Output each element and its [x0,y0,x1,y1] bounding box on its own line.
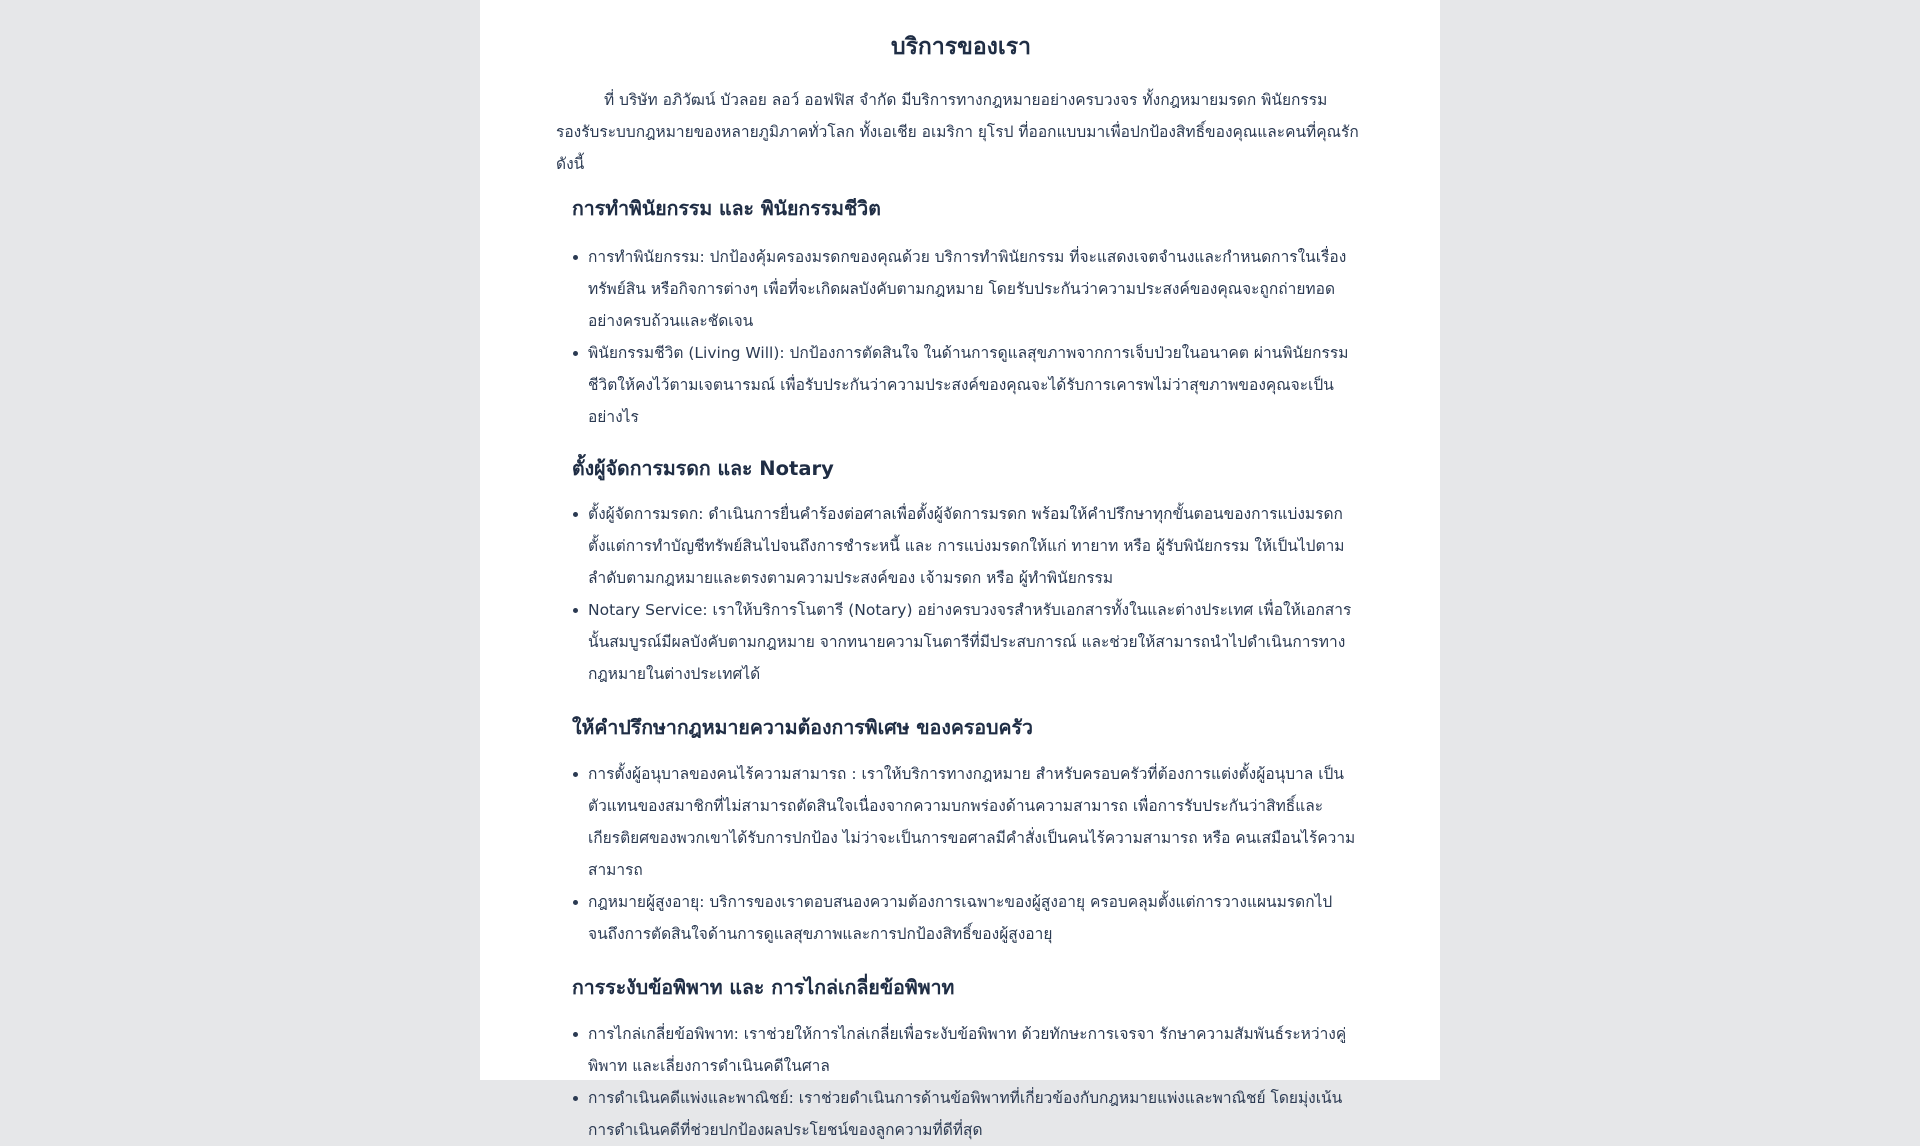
section-list-wills [556,241,1366,433]
list-item: การทำพินัยกรรม: ปกป้องคุ้มครองมรดกของคุณด้วย บริการทำพินัยกรรม ที่จะแสดงเจตจำนงและกำหนดการในเรื่องทรัพย์สิน หรือกิจการต่างๆ เพื่อที่จะเกิดผลบังคับตามกฎหมาย โดยรับประกันว่าความประสงค์ของคุณจะถูกถ่ายทอดอย่างครบถ้วนและชัดเจน [588,241,1366,337]
section-heading-family: ให้คำปรึกษากฎหมายความต้องการพิเศษ ของครอบครัว [572,716,1033,739]
section-list-family [556,758,1366,950]
document-content [556,0,1366,1146]
list-item: Notary Service: เราให้บริการโนตารี (Notary) อย่างครบวงจรสำหรับเอกสารทั้งในและต่างประเทศ เพื่อให้เอกสารนั้นสมบูรณ์มีผลบังคับตามกฎหมาย จากทนายความโนตารีที่มีประสบการณ์ และช่วยให้สามารถนำไปดำเนินการทางกฎหมายในต่างประเทศได้ [588,594,1366,690]
intro-paragraph: ที่ บริษัท อภิวัฒน์ บัวลอย ลอว์ ออฟฟิส จำกัด มีบริการทางกฎหมายอย่างครบวงจร ทั้งกฎหมายมรดก พินัยกรรม รองรับระบบกฎหมายของหลายภูมิภาคทั่วโลก ทั้งเอเชีย อเมริกา ยุโรป ที่ออกแบบมาเพื่อปกป้องสิทธิ์ของคุณและคนที่คุณรักดังนี้ [556,91,1359,173]
document-page [480,0,1440,1139]
list-item: การตั้งผู้อนุบาลของคนไร้ความสามารถ : เราให้บริการทางกฎหมาย สำหรับครอบครัวที่ต้องการแต่งตั้งผู้อนุบาล เป็นตัวแทนของสมาชิกที่ไม่สามารถตัดสินใจเนื่องจากความบกพร่องด้านความสามารถ เพื่อการรับประกันว่าสิทธิ์และเกียรติยศของพวกเขาได้รับการปกป้อง ไม่ว่าจะเป็นการขอศาลมีคำสั่งเป็นคนไร้ความสามารถ หรือ คนเสมือนไร้ความสามารถ [588,758,1366,886]
list-item: กฎหมายผู้สูงอายุ: บริการของเราตอบสนองความต้องการเฉพาะของผู้สูงอายุ ครอบคลุมตั้งแต่การวางแผนมรดกไปจนถึงการตัดสินใจด้านการดูแลสุขภาพและการปกป้องสิทธิ์ของผู้สูงอายุ [588,886,1366,950]
section-heading-disputes: การระงับข้อพิพาท และ การไกล่เกลี่ยข้อพิพาท [572,976,955,999]
page-title: บริการของเรา [890,34,1032,60]
section-list-disputes [556,1018,1366,1146]
list-item: พินัยกรรมชีวิต (Living Will): ปกป้องการตัดสินใจ ในด้านการดูแลสุขภาพจากการเจ็บป่วยในอนาคต ผ่านพินัยกรรมชีวิตให้คงไว้ตามเจตนารมณ์ เพื่อรับประกันว่าความประสงค์ของคุณจะได้รับการเคารพไม่ว่าสุขภาพของคุณจะเป็นอย่างไร [588,337,1366,433]
list-item: การไกล่เกลี่ยข้อพิพาท: เราช่วยให้การไกล่เกลี่ยเพื่อระงับข้อพิพาท ด้วยทักษะการเจรจา รักษาความสัมพันธ์ระหว่างคู่พิพาท และเลี่ยงการดำเนินคดีในศาล [588,1018,1366,1082]
list-item: การดำเนินคดีแพ่งและพาณิชย์: เราช่วยดำเนินการด้านข้อพิพาทที่เกี่ยวข้องกับกฎหมายแพ่งและพาณิชย์ โดยมุ่งเน้นการดำเนินคดีที่ช่วยปกป้องผลประโยชน์ของลูกความที่ดีที่สุด [588,1082,1366,1146]
section-heading-estate-notary: ตั้งผู้จัดการมรดก และ Notary [572,457,834,480]
list-item: ตั้งผู้จัดการมรดก: ดำเนินการยื่นคำร้องต่อศาลเพื่อตั้งผู้จัดการมรดก พร้อมให้คำปรึกษาทุกขั้นตอนของการแบ่งมรดก ตั้งแต่การทำบัญชีทรัพย์สินไปจนถึงการชำระหนี้ และ การแบ่งมรดกให้แก่ ทายาท หรือ ผู้รับพินัยกรรม ให้เป็นไปตามลำดับตามกฎหมายและตรงตามความประสงค์ของ เจ้ามรดก หรือ ผู้ทำพินัยกรรม [588,498,1366,594]
section-heading-wills: การทำพินัยกรรม และ พินัยกรรมชีวิต [572,197,881,220]
section-list-estate-notary [556,498,1366,690]
